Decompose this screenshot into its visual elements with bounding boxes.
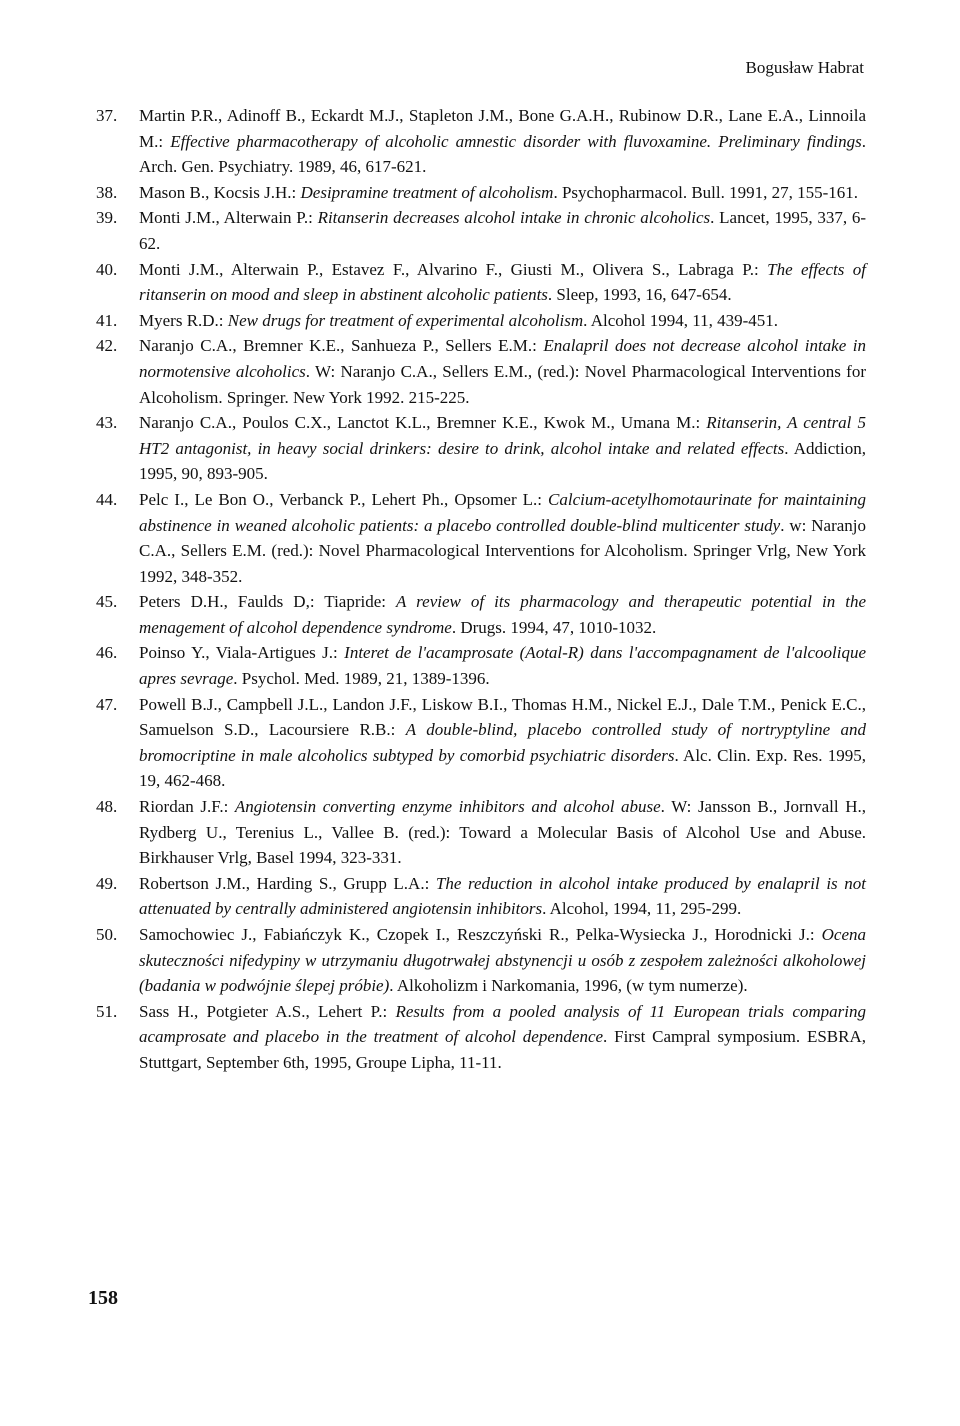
reference-item xyxy=(96,103,866,180)
reference-title: Angiotensin converting enzyme inhibitors and alcohol abuse xyxy=(234,797,661,817)
reference-number: 50. xyxy=(96,925,118,944)
reference-item xyxy=(96,692,866,794)
reference-text xyxy=(139,797,866,867)
reference-text xyxy=(139,311,778,330)
reference-title: Ritanserin, A central 5 HT2 antagonist, in heavy social drinkers: desire to drink, alcohol intake and related effects xyxy=(139,413,866,458)
reference-number: 38. xyxy=(96,182,118,202)
reference-item xyxy=(96,871,866,922)
reference-segment: Peters D.H., Faulds D,: Tiapride: xyxy=(139,592,397,612)
reference-segment: Martin P.R., Adinoff B., Eckardt M.J., Stapleton J.M., Bone G.A.H., Rubinow D.R., Lane E.A., Linnoila M.: xyxy=(139,106,866,151)
reference-number: 51. xyxy=(96,1001,118,1021)
reference-segment: Monti J.M., Alterwain P., Estavez F., Alvarino F., Giusti M., Olivera S., Labraga P.: xyxy=(139,259,768,279)
reference-title: The reduction in alcohol intake produced by enalapril is not attenuated by centrally administered angiotensin inhibitors xyxy=(139,873,866,919)
page-number: 158 xyxy=(88,1287,118,1309)
reference-title: Enalapril does not decrease alcohol intake in normotensive alcoholics xyxy=(139,336,867,381)
reference-number: 49. xyxy=(96,873,118,893)
reference-segment: . Arch. Gen. Psychiatry. 1989, 46, 617-621. xyxy=(139,131,866,177)
reference-title: Interet de l'acamprosate (Aotal-R) dans l'accompagnament de l'alcoolique apres sevrage xyxy=(139,643,867,689)
reference-segment: Riordan J.F.: xyxy=(139,797,235,817)
reference-number: 43. xyxy=(96,413,118,433)
reference-number: 46. xyxy=(96,643,118,663)
reference-text xyxy=(139,413,866,483)
running-header-author: Bogusław Habrat xyxy=(745,58,864,77)
reference-segment: . Alcohol 1994, 11, 439-451. xyxy=(583,310,779,330)
reference-text xyxy=(139,592,866,637)
reference-segment: . Psychol. Med. 1989, 21, 1389-1396. xyxy=(233,669,490,689)
reference-item xyxy=(96,589,866,640)
reference-number: 44. xyxy=(96,489,118,509)
reference-title: A double-blind, placebo controlled study of nortryptyline and bromocriptine in male alcoholics subtyped by comorbid psychiatric disorders xyxy=(139,720,866,765)
reference-item xyxy=(96,487,866,589)
reference-number: 48. xyxy=(96,797,118,817)
reference-title: New drugs for treatment of experimental alcoholism xyxy=(227,310,584,330)
reference-item xyxy=(96,205,866,256)
reference-segment: . Alc. Clin. Exp. Res. 1995, 19, 462-468. xyxy=(139,745,866,791)
reference-text xyxy=(139,925,866,995)
reference-text xyxy=(139,874,866,919)
reference-list xyxy=(96,103,866,1076)
reference-title: Ocena skuteczności nifedypiny w utrzymaniu długotrwałej abstynencji u osób z zespołem zależności alkoholowej (badania w podwójnie ślepej próbie) xyxy=(139,925,866,996)
reference-item xyxy=(96,333,866,410)
reference-item xyxy=(96,257,866,308)
reference-title: Effective pharmacotherapy of alcoholic amnestic disorder with fluvoxamine. Preliminary findings xyxy=(170,131,862,151)
reference-segment: Pelc I., Le Bon O., Verbanck P., Lehert Ph., Opsomer L.: xyxy=(139,489,549,509)
reference-text xyxy=(139,1002,866,1072)
reference-segment: Myers R.D.: xyxy=(139,310,228,330)
reference-segment: . Sleep, 1993, 16, 647-654. xyxy=(547,285,732,305)
reference-segment: Robertson J.M., Harding S., Grupp L.A.: xyxy=(139,873,436,893)
reference-number: 47. xyxy=(96,694,118,714)
reference-segment: . First Campral symposium. ESBRA, Stuttgart, September 6th, 1995, Groupe Lipha, 11-11. xyxy=(139,1027,866,1072)
reference-item xyxy=(96,410,866,487)
reference-segment: Powell B.J., Campbell J.L., Landon J.F., Liskow B.I., Thomas H.M., Nickel E.J., Dale T.M., Penick E.C., Samuelson S.D., Lacoursiere R.B.: xyxy=(139,694,866,740)
reference-segment: . w: Naranjo C.A., Sellers E.M. (red.): Novel Pharmacological Interventions for Alcoholism. Springer Vrlg, New York 1992, 348-352. xyxy=(139,515,866,586)
reference-text xyxy=(139,208,866,253)
reference-number: 42. xyxy=(96,336,118,356)
reference-item xyxy=(96,308,866,334)
reference-item xyxy=(96,999,866,1076)
reference-text xyxy=(139,183,858,202)
reference-segment: Mason B., Kocsis J.H.: xyxy=(139,182,301,202)
reference-segment: Poinso Y., Viala-Artigues J.: xyxy=(139,643,345,663)
reference-text xyxy=(139,643,866,688)
reference-title: Desipramine treatment of alcoholism xyxy=(300,182,554,202)
reference-text xyxy=(139,695,866,791)
reference-segment: . W: Naranjo C.A., Sellers E.M., (red.): Novel Pharmacological Interventions for Alcoholism. Springer. New York 1992. 215-225. xyxy=(139,361,866,407)
reference-segment: . Addiction, 1995, 90, 893-905. xyxy=(139,438,866,484)
reference-segment: . W: Jansson B., Jornvall H., Rydberg U., Terenius L., Vallee B. (red.): Toward a Molecular Basis of Alcohol Use and Abuse. Birkhauser Vrlg, Basel 1994, 323-331. xyxy=(139,797,866,868)
reference-segment: Naranjo C.A., Poulos C.X., Lanctot K.L., Bremner K.E., Kwok M., Umana M.: xyxy=(139,413,707,433)
reference-number: 37. xyxy=(96,106,118,125)
reference-item xyxy=(96,922,866,999)
reference-segment: Monti J.M., Alterwain P.: xyxy=(139,208,318,228)
reference-item xyxy=(96,640,866,691)
reference-number: 45. xyxy=(96,592,118,612)
reference-title: Results from a pooled analysis of 11 European trials comparing acamprosate and placebo in the treatment of alcohol dependence xyxy=(139,1001,866,1047)
reference-text xyxy=(139,106,866,176)
reference-segment: . Lancet, 1995, 337, 6-62. xyxy=(139,208,867,253)
reference-number: 40. xyxy=(96,259,118,279)
reference-title: A review of its pharmacology and therapeutic potential in the menagement of alcohol dependence syndrome xyxy=(139,592,867,637)
reference-segment: . Psychopharmacol. Bull. 1991, 27, 155-161. xyxy=(553,182,859,202)
reference-segment: . Drugs. 1994, 47, 1010-1032. xyxy=(451,617,657,637)
reference-segment: . Alcohol, 1994, 11, 295-299. xyxy=(542,899,742,919)
reference-segment: Naranjo C.A., Bremner K.E., Sanhueza P., Sellers E.M.: xyxy=(139,336,544,356)
reference-item xyxy=(96,794,866,871)
reference-title: Ritanserin decreases alcohol intake in chronic alcoholics xyxy=(317,208,711,228)
reference-segment: . Alkoholizm i Narkomania, 1996, (w tym numerze). xyxy=(389,976,748,996)
reference-title: Calcium-acetylhomotaurinate for maintaining abstinence in weaned alcoholic patients: a placebo controlled double-blind multicenter study xyxy=(139,489,866,535)
reference-number: 41. xyxy=(96,310,118,330)
reference-item xyxy=(96,180,866,206)
reference-segment: Samochowiec J., Fabiańczyk K., Czopek I., Reszczyński R., Pelka-Wysiecka J., Horodnicki J.: xyxy=(139,925,822,944)
reference-text xyxy=(139,336,866,406)
reference-number: 39. xyxy=(96,208,118,228)
reference-text xyxy=(139,260,866,305)
reference-title: The effects of ritanserin on mood and sleep in abstinent alcoholic patients xyxy=(139,259,866,305)
reference-segment: Sass H., Potgieter A.S., Lehert P.: xyxy=(139,1001,396,1021)
reference-text xyxy=(139,490,866,586)
